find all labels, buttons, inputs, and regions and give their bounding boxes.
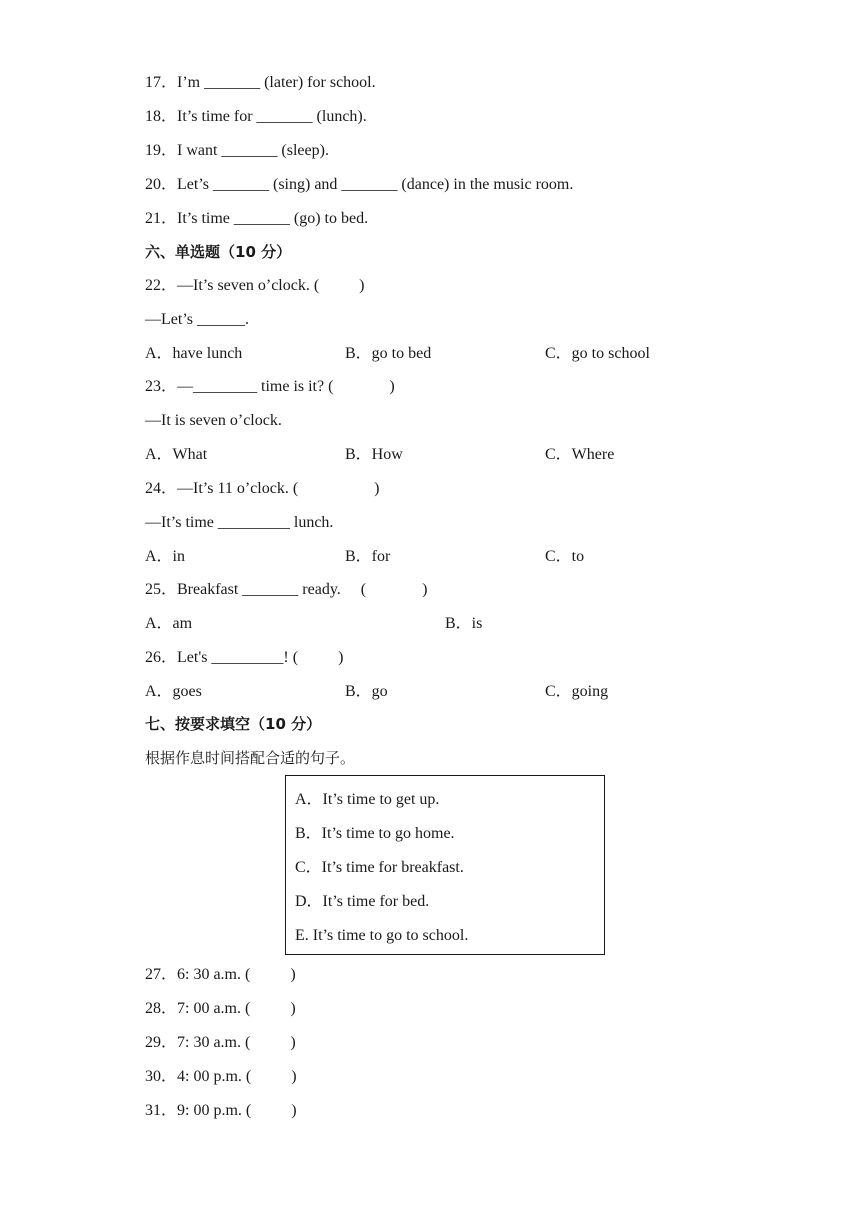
question-30: 30．4: 00 p.m. ( )	[145, 1068, 297, 1085]
question-23-stem: 23．—________ time is it? ( )	[145, 378, 395, 395]
question-23-answer: —It is seven o’clock.	[145, 412, 282, 429]
question-22-option-a: A．have lunch	[145, 345, 243, 362]
question-29: 29．7: 30 a.m. ( )	[145, 1034, 296, 1051]
question-31: 31．9: 00 p.m. ( )	[145, 1102, 297, 1119]
sentence-option-d: D．It’s time for bed.	[295, 893, 430, 910]
section-7-instruction: 根据作息时间搭配合适的句子。	[145, 749, 356, 767]
question-19: 19．I want _______ (sleep).	[145, 142, 329, 159]
sentence-option-c: C．It’s time for breakfast.	[295, 859, 464, 876]
question-24-stem: 24．—It’s 11 o’clock. ( )	[145, 480, 380, 497]
question-24-answer: —It’s time _________ lunch.	[145, 514, 334, 531]
question-18: 18．It’s time for _______ (lunch).	[145, 108, 367, 125]
question-23-option-b: B．How	[345, 446, 403, 463]
question-24-option-a: A．in	[145, 548, 186, 565]
question-22-answer: —Let’s ______.	[145, 311, 249, 328]
question-26-option-a: A．goes	[145, 683, 202, 700]
section-7-heading: 七、按要求填空（10 分）	[145, 715, 322, 733]
sentence-option-b: B．It’s time to go home.	[295, 825, 455, 842]
sentence-option-a: A．It’s time to get up.	[295, 791, 440, 808]
section-6-heading: 六、单选题（10 分）	[145, 243, 292, 261]
question-27: 27．6: 30 a.m. ( )	[145, 966, 296, 983]
question-25-option-a: A．am	[145, 615, 193, 632]
question-22-option-b: B．go to bed	[345, 345, 432, 362]
question-22-stem: 22．—It’s seven o’clock. ( )	[145, 277, 365, 294]
question-23-option-c: C．Where	[545, 446, 615, 463]
question-28: 28．7: 00 a.m. ( )	[145, 1000, 296, 1017]
question-24-option-c: C．to	[545, 548, 585, 565]
question-20: 20．Let’s _______ (sing) and _______ (dance) in the music room.	[145, 176, 574, 193]
question-25-option-b: B．is	[445, 615, 483, 632]
question-26-option-b: B．go	[345, 683, 388, 700]
question-26-option-c: C．going	[545, 683, 609, 700]
question-22-option-c: C．go to school	[545, 345, 650, 362]
question-25-stem: 25．Breakfast _______ ready. ( )	[145, 581, 428, 598]
question-21: 21．It’s time _______ (go) to bed.	[145, 210, 369, 227]
question-23-option-a: A．What	[145, 446, 208, 463]
question-26-stem: 26．Let's _________! ( )	[145, 649, 344, 666]
question-24-option-b: B．for	[345, 548, 391, 565]
sentence-option-e: E. It’s time to go to school.	[295, 927, 469, 944]
sentence-options-box	[285, 775, 605, 955]
question-17: 17．I’m _______ (later) for school.	[145, 74, 376, 91]
